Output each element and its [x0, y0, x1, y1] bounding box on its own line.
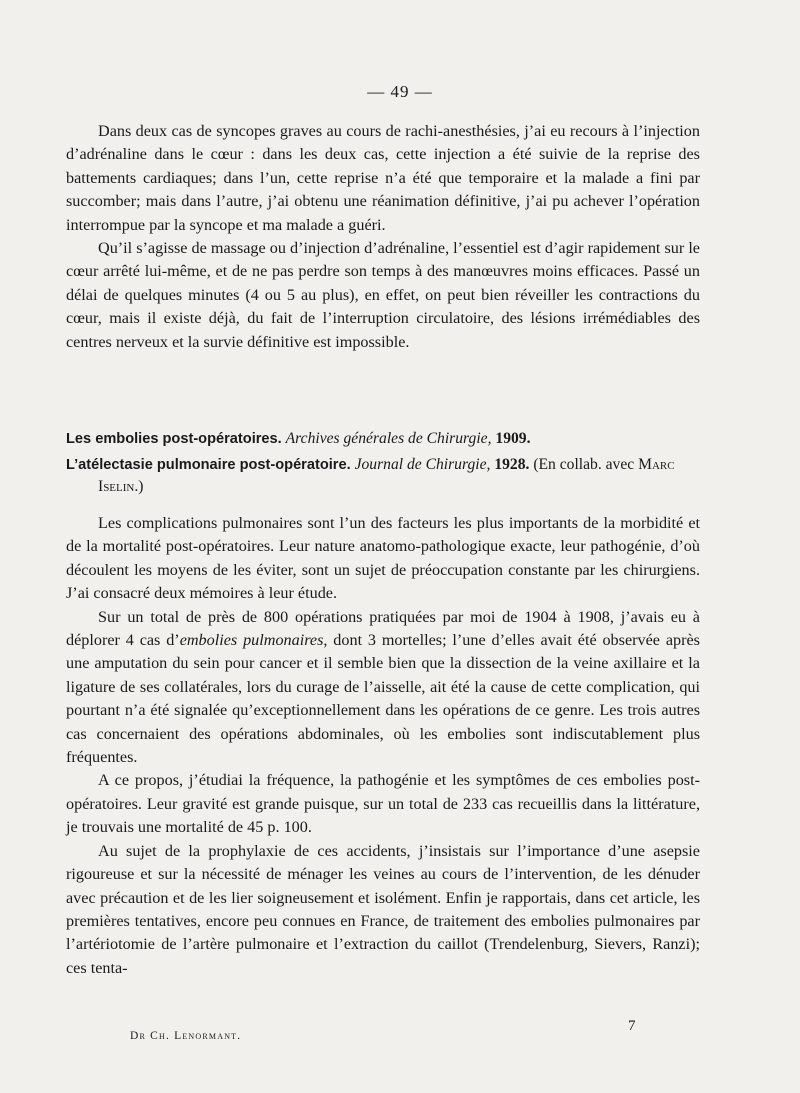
- reference-embolies: [66, 428, 700, 450]
- references-section: [66, 428, 700, 502]
- sheet-number: 7: [628, 1018, 636, 1034]
- reference-journal: Journal de Chirurgie,: [354, 456, 491, 473]
- paragraph-prophylaxis: Au sujet de la prophylaxie de ces accidents, j’insistais sur l’importance d’une asepsie rigoureuse et sur la nécessité de ménager les veines au cours de l’intervention, de les dénuder avec précaution et de les lier soigneusement et isolément. Enfin je rapportais, dans cet article, les premières tentatives, encore peu connues en France, de traitement des embolies pulmonaires par l’artériotomie de l’artère pulmonaire et l’extraction du caillot (Trendelenburg, Sievers, Ranzi); ces tenta-: [66, 841, 700, 977]
- reference-year: 1928.: [494, 456, 530, 473]
- paragraph-embolies-text-start: Sur un total de près de 800 opérations pratiquées par moi de 1904 à 1908, j’avais eu à déplorer 4 cas d’: [66, 607, 700, 650]
- page-number: — 49 —: [367, 82, 433, 101]
- reference-journal: Archives générales de Chirurgie,: [285, 430, 492, 447]
- reference-atelectasie: [66, 454, 700, 498]
- footer-author: Dr Ch. Lenormant.: [130, 1030, 242, 1042]
- paragraph-rapid-action: Qu’il s’agisse de massage ou d’injection d’adrénaline, l’essentiel est d’agir rapidement sur le cœur arrêté lui-même, et de ne pas perdre son temps à des manœuvres moins efficaces. Passé un délai de quelques minutes (4 ou 5 au plus), en effet, on peut bien réveiller les contractions du cœur, mais il existe déjà, du fait de l’interruption circulatoire, des lésions irrémédiables des centres nerveux et la survie définitive est impossible.: [66, 239, 700, 351]
- paragraph-embolies-cases: [66, 606, 700, 770]
- intro-section: [66, 120, 700, 354]
- emphasis-embolies-pulmonaires: embolies pulmonaires: [179, 631, 324, 650]
- reference-title: Les embolies post-opératoires.: [66, 431, 282, 447]
- reference-note-end: .): [134, 478, 144, 495]
- main-section: [66, 512, 700, 980]
- paragraph-embolies-text-end: , dont 3 mortelles; l’une d’elles avait été observée après une amputation du sein pour cancer et il semble bien que la dissection de la veine axillaire et la ligature de ses collatérales, lors du curage de l’aisselle, ait été la cause de cette complication, qui pourtant n’a été signalée qu’exceptionnellement dans les opérations de ce genre. Les trois autres cas concernaient des opérations abdominales, où les embolies sont indiscutablement plus fréquentes.: [66, 631, 700, 767]
- reference-title: L’atélectasie pulmonaire post-opératoire.: [66, 457, 351, 473]
- paragraph-adrenaline-cases: Dans deux cas de syncopes graves au cours de rachi-anesthésies, j’ai eu recours à l’injection d’adrénaline dans le cœur : dans les deux cas, cette injection a été suivie de la reprise des battements cardiaques; dans l’un, cette reprise n’a été que temporaire et la malade a fini par succomber; mais dans l’autre, j’ai obtenu une réanimation définitive, j’ai pu achever l’opération interrompue par la syncope et ma malade a guéri.: [66, 122, 700, 234]
- paragraph-complications: Les complications pulmonaires sont l’un des facteurs les plus importants de la morbidité et de la mortalité post-opératoires. Leur nature anatomo-pathologique exacte, leur pathogénie, d’où découlent les moyens de les éviter, sont un sujet de préoccupation constante par les chirurgiens. J’ai consacré deux mémoires à leur étude.: [66, 514, 700, 603]
- reference-year: 1909.: [495, 430, 531, 447]
- reference-collaborator: Marc Iselin: [98, 456, 675, 495]
- reference-note: (En collab. avec: [533, 456, 635, 473]
- paragraph-frequency: A ce propos, j’étudiai la fréquence, la pathogénie et les symptômes de ces embolies post-opératoires. Leur gravité est grande puisque, sur un total de 233 cas recueillis dans la littérature, je trouvais une mortalité de 45 p. 100.: [66, 771, 700, 837]
